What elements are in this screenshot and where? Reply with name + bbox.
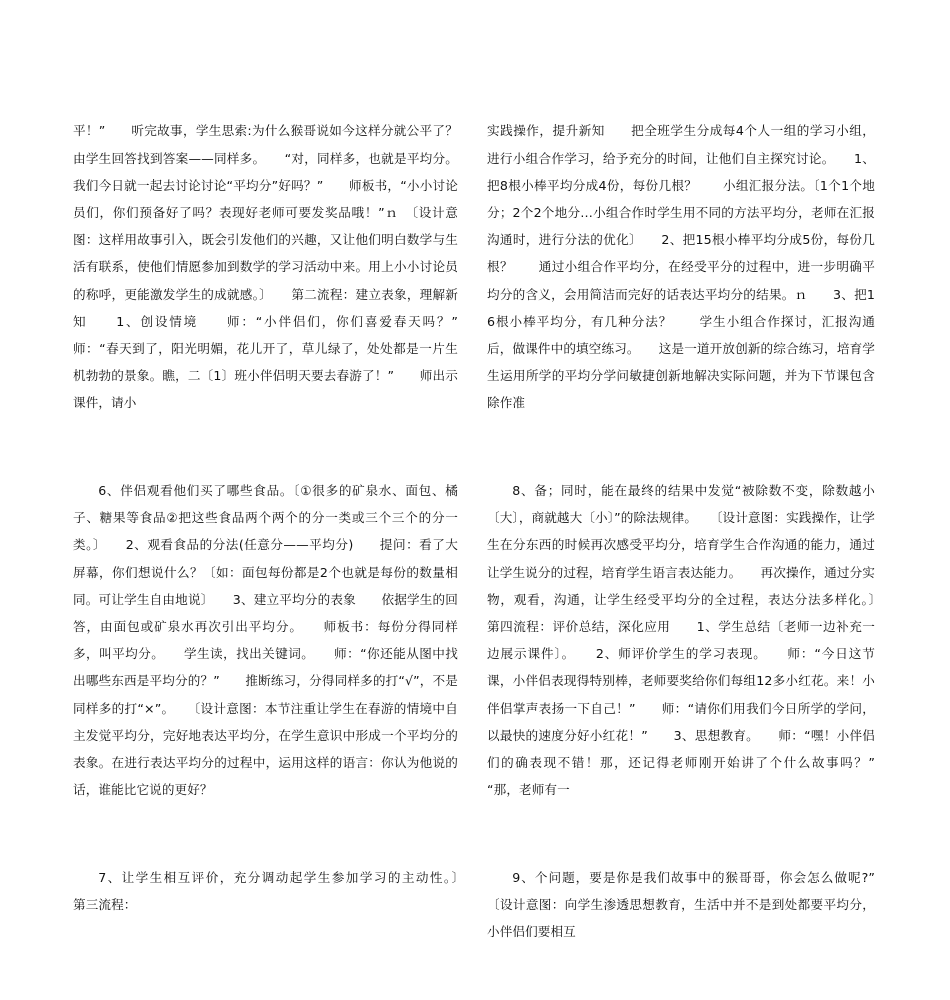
paragraph-7: 7、让学生相互评价，充分调动起学生参加学习的主动性。〕 第三流程： [73, 869, 484, 913]
paragraph-8: 8、备；同时，能在最终的结果中发觉“被除数不变，除数越小〔大〕，商就越大〔小〕”的除法规律。 〔设计意图：实践操作，让学生在分东西的时候再次感受平均分，培育学生合作沟通的能力，通过让学生说分的过程，培育学生语言表达能力。 再次操作，通过分实物，观看，沟通，让学生经受平均分的全过程，表达分法多样化。〕 第四流程：评价总结，深化应用 1、学生总结〔老师一边补充一边展示课件〕。 2、师评价学生的学习表现。 师：“今日这节课，小伴侣表现得特别棒，老师要奖给你们每组12多小红花。来！小伴侣掌声表扬一下自己！” 师：“请你们用我们今日所学的学问，以最快的速度分好小红花！” 3、思想教育。 师：“嘿！小伴侣们的确表现不错！那，还记得老师刚开始讲了个什么故事吗？” “那，老师有一 [487, 483, 901, 798]
paragraph-practice: 实践操作，提升新知 把全班学生分成每4个人一组的学习小组，进行小组合作学习，给予充分的时间，让他们自主探究讨论。 1、把8根小棒平均分成4份，每份几根？ 小组汇报分法。〔1个1个地分；2个2个地分…小组合作时学生用不同的方法平均分，老师在汇报沟通时，进行分法的优化〕 2、把15根小棒平均分成5份，每份几根？ 通过小组合作平均分，在经受平分的过程中，进一步明确平均分的含义，会用简洁而完好的话表达平均分的结果。ｎ 3、把16根小棒平均分，有几种分法？ 学生小组合作探讨，汇报沟通后，做课件中的填空练习。 这是一道开放创新的综合练习，培育学生运用所学的平均分学问敏捷创新地解决实际问题，并为下节课包含除作准 [487, 123, 875, 411]
paragraph-1: 平！” 听完故事，学生思索:为什么猴哥说如今这样分就公平了？由学生回答找到答案——同样多。 “对，同样多，也就是平均分。我们今日就一起去讨论讨论“平均分”好吗？” 师板书，“小小讨论员们，你们预备好了吗？表现好老师可要发奖品哦！”ｎ 〔设计意图：这样用故事引入，既会引发他们的兴趣，又让他们明白数学与生活有联系，使他们情愿参加到数学的学习活动中来。用上小小讨论员的称呼，更能激发学生的成就感。〕 第二流程：建立表象，理解新知 1、创设情境 师：“小伴侣们，你们喜爱春天吗？” 师：“春天到了，阳光明媚，花儿开了，草儿绿了，处处都是一片生机勃勃的景象。瞧，二〔1〕班小伴侣明天要去春游了！” 师出示课件，请小 [73, 123, 484, 411]
right-text-column [487, 63, 901, 1000]
paragraph-6: 6、伴侣观看他们买了哪些食品。〔①很多的矿泉水、面包、橘子、糖果等食品②把这些食品两个两个的分一类或三个三个的分一类。〕 2、观看食品的分法(任意分——平均分) 提问：看了大屏幕，你们想说什么？〔如：面包每份都是2个也就是每份的数量相同。可让学生自由地说〕 3、建立平均分的表象 依据学生的回答，由面包或矿泉水再次引出平均分。 师板书：每份分得同样多，叫平均分。 学生读，找出关键词。 师：“你还能从图中找出哪些东西是平均分的？” 推断练习，分得同样多的打“√”，不是同样多的打“×”。 〔设计意图：本节注重让学生在春游的情境中自主发觉平均分，完好地表达平均分，在学生意识中形成一个平均分的表象。在进行表达平均分的过程中，运用这样的语言：你认为他说的话，谁能比它说的更好？ [73, 483, 458, 798]
paragraph-9: 9、个问题，要是你是我们故事中的猴哥哥，你会怎么做呢?” 〔设计意图：向学生渗透思想教育，生活中并不是到处都要平均分，小伴侣们要相互 [487, 869, 901, 940]
left-text-column [73, 63, 484, 973]
